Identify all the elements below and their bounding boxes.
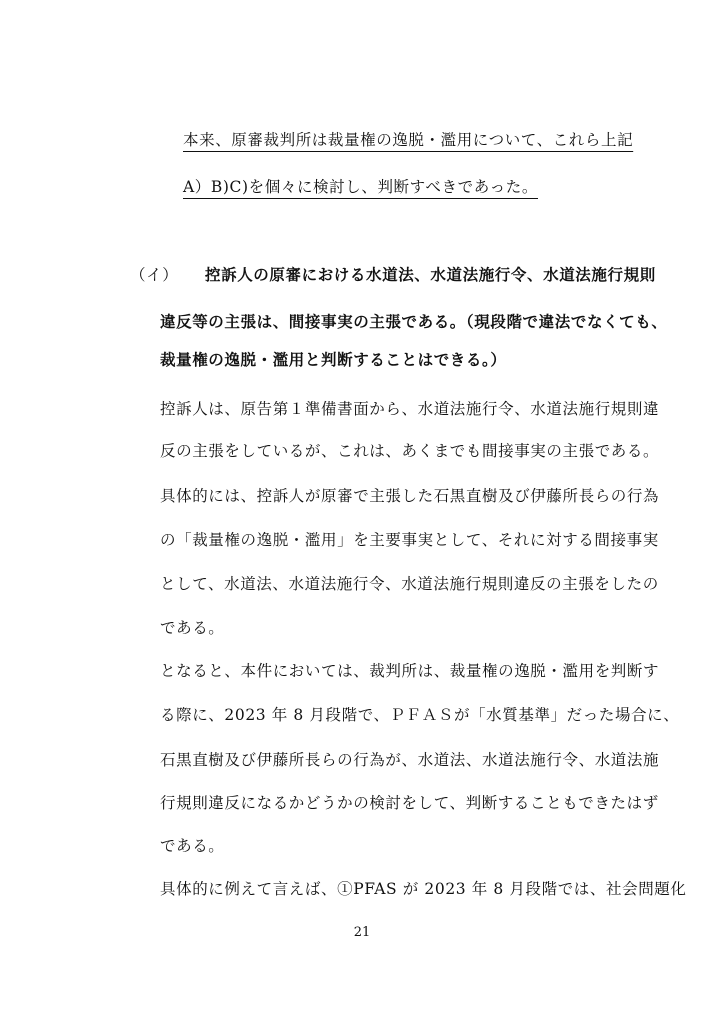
body-line: 反の主張をしているが、これは、あくまでも間接事実の主張である。 <box>160 442 660 460</box>
body-line: 石黒直樹及び伊藤所長らの行為が、水道法、水道法施行令、水道法施 <box>160 751 660 769</box>
body-line: 行規則違反になるかどうかの検討をして、判断することもできたはず <box>160 794 659 812</box>
section-heading-line-2: 違反等の主張は、間接事実の主張である。（現段階で違法でなくても、 <box>160 312 668 331</box>
body-line: である。 <box>160 837 225 855</box>
body-line: 控訴人は、原告第１準備書面から、水道法施行令、水道法施行規則違 <box>160 400 660 418</box>
section-heading-line-3: 裁量権の逸脱・濫用と判断することはできる。） <box>160 350 507 369</box>
body-line: 具体的には、控訴人が原審で主張した石黒直樹及び伊藤所長らの行為 <box>160 487 660 505</box>
body-line: である。 <box>160 619 225 637</box>
body-line: の「裁量権の逸脱・濫用」を主要事実として、それに対する間接事実 <box>160 531 659 549</box>
underlined-line-1: 本来、原審裁判所は裁量権の逸脱・濫用について、これら上記 <box>183 131 634 149</box>
page-number: 21 <box>353 925 371 940</box>
underlined-line-2: A）B)C)を個々に検討し、判断すべきであった。 <box>183 178 538 196</box>
body-line: る際に、2023 年 8 月段階で、ＰＦＡＳが「水質基準」だった場合に、 <box>160 706 680 724</box>
section-heading-line-1: 控訴人の原審における水道法、水道法施行令、水道法施行規則 <box>205 265 656 284</box>
section-marker: （イ） <box>130 266 179 284</box>
body-line: として、水道法、水道法施行令、水道法施行規則違反の主張をしたの <box>160 575 659 593</box>
body-line: となると、本件においては、裁判所は、裁量権の逸脱・濫用を判断す <box>160 662 660 680</box>
body-line: 具体的に例えて言えば、①PFAS が 2023 年 8 月段階では、社会問題化 <box>160 880 687 898</box>
